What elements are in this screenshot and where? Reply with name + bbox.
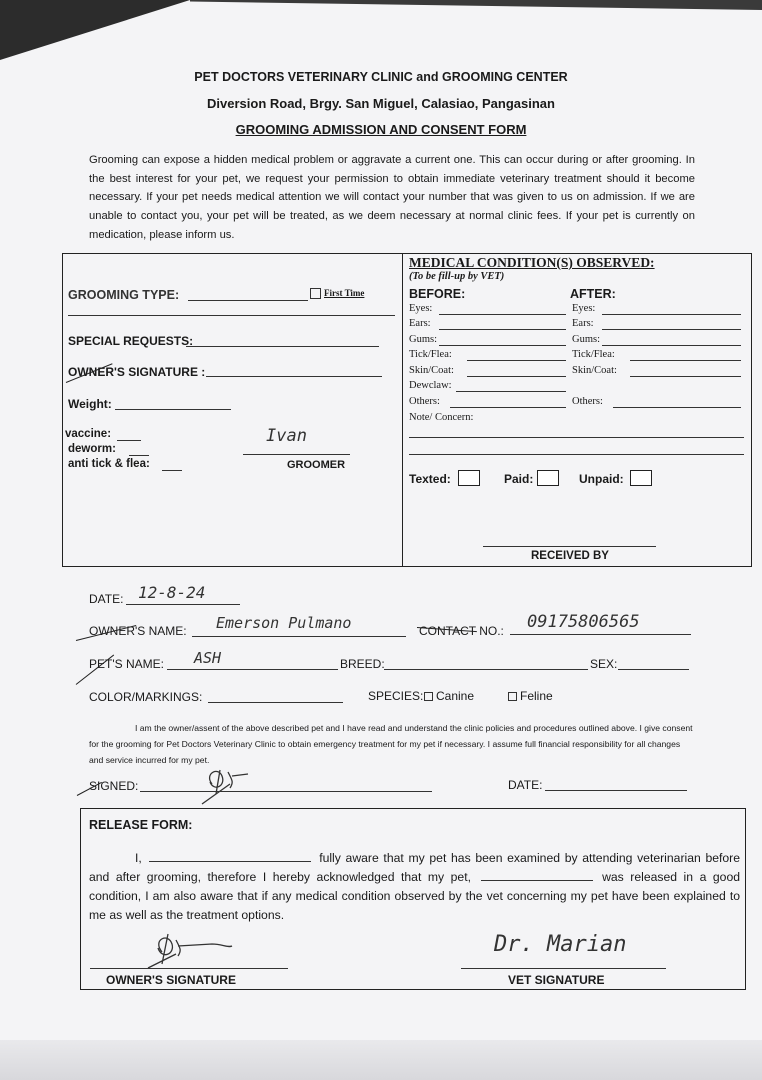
grooming-type-line[interactable] (188, 300, 308, 301)
before-row-line[interactable] (439, 329, 566, 330)
groomer-handwritten-name: Ivan (266, 426, 307, 446)
contact-no-value: 09175806565 (527, 612, 640, 632)
signed-date-line[interactable] (545, 790, 687, 791)
scan-shadow-corner (0, 0, 190, 60)
after-row-label: Tick/Flea: (572, 349, 615, 360)
pets-name-value: ASH (194, 649, 222, 667)
weight-line[interactable] (115, 409, 231, 410)
owner-signature-line[interactable] (90, 968, 288, 969)
species-label: SPECIES: (368, 689, 424, 703)
contact-no-line[interactable] (510, 634, 691, 635)
owner-release-signature-scribble (132, 930, 242, 970)
intro-paragraph: Grooming can expose a hidden medical problem or aggravate a current one. This can occur during or after grooming. In the best interest for your pet, we request your permission to obtain immediate veterinary treatment should it become necessary. If your pet needs medical attention we will contact your number that was given to us on admission. If we are unable to contact you, your pet will be treated, as we deem necessary at normal clinic fees. If your pet is currently on medication, please inform us. (89, 154, 695, 241)
note-line-1[interactable] (409, 437, 744, 438)
before-row-label: Tick/Flea: (409, 349, 452, 360)
before-row-label: Gums: (409, 334, 438, 345)
deworm-label: deworm: (68, 443, 116, 455)
vet-signature-label: VET SIGNATURE (508, 973, 605, 987)
after-row-label: Others: (572, 396, 603, 407)
checkbox-icon[interactable] (424, 692, 433, 701)
owners-signature-label: OWNER'S SIGNATURE : (68, 365, 206, 379)
after-row-line[interactable] (630, 360, 741, 361)
clinic-name: PET DOCTORS VETERINARY CLINIC and GROOMING CENTER (194, 70, 568, 84)
species-canine-option[interactable] (424, 689, 474, 703)
checkbox-icon[interactable] (508, 692, 517, 701)
sex-line[interactable] (618, 669, 689, 670)
breed-line[interactable] (384, 669, 588, 670)
release-form-title: RELEASE FORM: (89, 818, 193, 832)
date-label: DATE: (89, 592, 124, 606)
after-label: AFTER: (570, 287, 616, 301)
release-text-i: I, (135, 851, 142, 865)
color-markings-label: COLOR/MARKINGS: (89, 690, 203, 704)
form-title: GROOMING ADMISSION AND CONSENT FORM (235, 122, 527, 137)
owner-name-blank[interactable] (149, 850, 311, 862)
before-row-label: Others: (409, 396, 440, 407)
before-row-label: Dewclaw: (409, 380, 452, 391)
groomer-label: GROOMER (287, 459, 346, 471)
before-row-line[interactable] (439, 314, 566, 315)
after-row-line[interactable] (602, 345, 741, 346)
deworm-line[interactable] (129, 455, 149, 456)
after-row-label: Ears: (572, 318, 594, 329)
before-row-label: Eyes: (409, 303, 433, 314)
owners-signature-line[interactable] (206, 376, 382, 377)
after-row-label: Skin/Coat: (572, 365, 617, 376)
release-paragraph (89, 849, 740, 925)
color-markings-line[interactable] (208, 702, 343, 703)
first-time-label: First Time (324, 288, 365, 298)
note-line-2[interactable] (409, 454, 744, 455)
after-row-line[interactable] (602, 329, 741, 330)
unpaid-label: Unpaid: (579, 472, 624, 486)
owner-signature-scribble (190, 764, 280, 808)
after-row-line[interactable] (630, 376, 741, 377)
unpaid-checkbox[interactable] (630, 470, 652, 486)
species-canine-label: Canine (436, 689, 475, 703)
after-row-label: Gums: (572, 334, 601, 345)
checkbox-icon[interactable] (310, 288, 321, 299)
consent-text: I am the owner/assent of the above described pet and I have read and understand the clinic policies and procedures outlined above. I give consent for the grooming for Pet Doctors Veterinary Clinic to obtain emergency treatment for my pet if necessary. I assume full financial responsibility for all changes and service incurred for my pet. (89, 723, 693, 765)
paid-label: Paid: (504, 472, 534, 486)
medical-title: MEDICAL CONDITION(S) OBSERVED: (409, 255, 655, 270)
before-row-line[interactable] (439, 345, 566, 346)
date-value: 12-8-24 (138, 583, 206, 602)
release-text-part2: was released in a good condition, I am also aware that if any medical condition observed by the vet concerning my pet have been explained to me as well as the treatment options. (89, 870, 740, 922)
after-row-label: Eyes: (572, 303, 596, 314)
signed-line[interactable] (140, 791, 432, 792)
groomer-line (243, 454, 350, 455)
texted-checkbox[interactable] (458, 470, 480, 486)
first-time-checkbox[interactable] (310, 288, 364, 299)
before-row-line[interactable] (467, 360, 566, 361)
before-row-label: Ears: (409, 318, 431, 329)
note-concern-label: Note/ Concern: (409, 412, 474, 423)
pets-name-line[interactable] (167, 669, 338, 670)
grooming-type-line-2[interactable] (68, 315, 395, 316)
anti-tick-label: anti tick & flea: (68, 458, 150, 470)
special-requests-line[interactable] (186, 346, 379, 347)
paid-checkbox[interactable] (537, 470, 559, 486)
species-feline-option[interactable] (508, 689, 553, 703)
pet-name-blank[interactable] (481, 869, 593, 881)
owners-name-value: Emerson Pulmano (216, 614, 352, 632)
contact-no-label: CONTACT NO.: (419, 624, 504, 638)
before-row-line[interactable] (450, 407, 566, 408)
grooming-box-divider (402, 253, 403, 567)
before-row-line[interactable] (467, 376, 566, 377)
species-feline-label: Feline (520, 689, 553, 703)
special-requests-label: SPECIAL REQUESTS: (68, 334, 194, 348)
received-by-line[interactable] (483, 546, 656, 547)
vet-handwritten-name: Dr. Marian (494, 932, 627, 957)
received-by-label: RECEIVED BY (531, 550, 609, 562)
scan-shadow-bottom (0, 1040, 762, 1080)
vaccine-label: vaccine: (65, 428, 112, 440)
clinic-address: Diversion Road, Brgy. San Miguel, Calasiao, Pangasinan (207, 96, 555, 111)
before-row-line[interactable] (456, 391, 566, 392)
signed-date-label: DATE: (508, 778, 543, 792)
before-row-label: Skin/Coat: (409, 365, 454, 376)
date-line[interactable] (126, 604, 240, 605)
texted-label: Texted: (409, 472, 451, 486)
grooming-type-label: GROOMING TYPE: (68, 288, 180, 302)
after-row-line[interactable] (602, 314, 741, 315)
sex-label: SEX: (590, 657, 618, 671)
after-row-line[interactable] (613, 407, 741, 408)
scan-shadow-top (190, 0, 762, 10)
anti-tick-line[interactable] (162, 470, 182, 471)
vet-signature-line[interactable] (461, 968, 666, 969)
breed-label: BREED: (340, 657, 385, 671)
owner-signature-label: OWNER'S SIGNATURE (106, 973, 236, 987)
owners-name-label: OWNER'S NAME: (89, 624, 187, 638)
medical-subtitle: (To be fill-up by VET) (409, 271, 505, 282)
pets-name-label: PET'S NAME: (89, 657, 164, 671)
before-label: BEFORE: (409, 287, 466, 301)
owners-name-line[interactable] (192, 636, 406, 637)
vaccine-line[interactable] (117, 440, 141, 441)
consent-paragraph (89, 720, 695, 768)
release-text-part1: fully aware that my pet has been examined by attending veterinarian before and after grooming, therefore I hereby acknowledged that my pet, (89, 851, 741, 884)
signed-label: SIGNED: (89, 779, 139, 793)
weight-label: Weight: (68, 397, 112, 411)
